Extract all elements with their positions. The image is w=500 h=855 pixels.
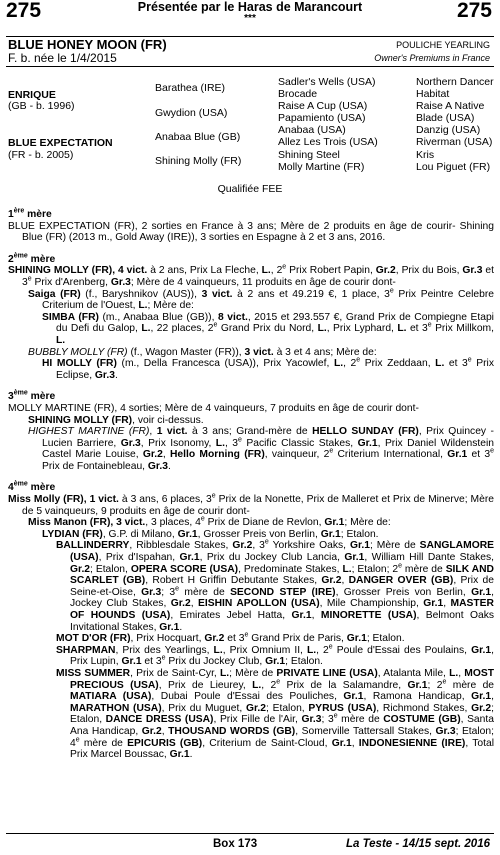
gen3-3: Raise A Cup (USA) [278,100,368,112]
pedigree-paragraph: SHARPMAN, Prix des Yearlings, L., Prix Omnium II, L., 2e Poule d'Essai des Poulains, Gr.1, Prix Lupin, Gr.1 et 3e Prix du Jockey Club, Gr.1; Etalon. [56,643,494,668]
pedigree-paragraph: Miss Molly (FR), 1 vict. à 3 ans, 6 places, 3e Prix de la Nonette, Prix de Malleret et Prix de Minerve; Mère de 5 vainqueurs, 9 produits en âge de courir dont- [8,492,494,517]
section-title: 2ème mère [8,252,56,265]
pedigree-paragraph: MISS SUMMER, Prix de Saint-Cyr, L.; Mère de PRIVATE LINE (USA), Atalanta Mile, L., MOST PRECIOUS (USA), Prix de Lieurey, L., 2e Prix de la Salamandre, Gr.1; 2e mère de MATIARA (USA), Dubai Poule d'Essai des Pouliches, Gr.1, Ramona Handicap, Gr.1, MARATHON (USA), Prix du Muguet, Gr.2; Etalon, PYRUS (USA), Richmond Stakes, Gr.2; Etalon, DANCE DRESS (USA), Prix Fille de l'Air, Gr.3; 3e mère de COSTUME (GB), Santa Ana Handicap, Gr.2, THOUSAND WORDS (GB), Somerville Tattersall Stakes, Gr.3; Etalon; 4e mère de EPICURIS (GB), Criterium de Saint-Cloud, Gr.1, INDONESIENNE (IRE), Total Prix Marcel Boussac, Gr.1. [56,667,495,761]
gen4-1: Northern Dancer [416,76,494,88]
pedigree-paragraph: BALLINDERRY, Ribblesdale Stakes, Gr.2, 3e Yorkshire Oaks, Gr.1; Mère de SANGLAMORE (USA), Prix d'Ispahan, Gr.1, Prix du Jockey Club Lancia, Gr.1, William Hill Dante Stakes, Gr.2; Etalon, OPERA SCORE (USA), Predominate Stakes, L.; Etalon; 2e mère de SILK AND SCARLET (GB), Robert H Griffin Debutante Stakes, Gr.2, DANGER OVER (GB), Prix de Seine-et-Oise, Gr.3; 3e mère de SECOND STEP (IRE), Grosser Preis von Berlin, Gr.1, Jockey Club Stakes, Gr.2, EISHIN APOLLON (USA), Mile Championship, Gr.1, MASTER OF HOUNDS (USA), Emirates Jebel Hatta, Gr.1, MINORETTE (USA), Belmont Oaks Invitational Stakes, Gr.1. [56,539,495,633]
pedigree-paragraph: Miss Manon (FR), 3 vict., 3 places, 4e Prix de Diane de Revlon, Gr.1; Mère de: [28,515,391,529]
pedigree-paragraph: LYDIAN (FR), G.P. di Milano, Gr.1, Grosser Preis von Berlin, Gr.1; Etalon. [42,528,379,540]
gen4-5: Danzig (USA) [416,124,481,136]
section-title: 3ème mère [8,389,56,403]
gen4-7: Kris [416,149,435,161]
pedigree-paragraph: BLUE EXPECTATION (FR), 2 sorties en France à 3 ans; Mère de 2 produits en âge de courir- Shining Blue (FR) (2013 m., Gold Away (IRE)), 3 sorties en Espagne à 2 et 3 ans, 2016. [8,220,494,244]
dam-name: BLUE EXPECTATION [8,137,113,149]
gen3-4: Papamiento (USA) [278,112,366,124]
gen2-4: Shining Molly (FR) [155,155,242,167]
section-title: 1ère mère [8,207,52,220]
produce-record [8,209,494,761]
gen4-2: Habitat [416,88,450,100]
dam-info: (FR - b. 2005) [8,149,74,161]
pedigree-paragraph: MOT D'OR (FR), Prix Hocquart, Gr.2 et 3e Grand Prix de Paris, Gr.1; Etalon. [56,631,405,645]
horse-name: BLUE HONEY MOON (FR) [8,37,167,52]
gen2-3: Anabaa Blue (GB) [155,131,241,143]
gen4-3: Raise A Native [416,100,485,112]
pedigree-paragraph: MOLLY MARTINE (FR), 4 sorties; Mère de 4 vainqueurs, 7 produits en âge de courir dont- [8,402,419,414]
pedigree-paragraph: Saiga (FR) (f., Baryshnikov (AUS)), 3 vict. à 2 ans et 49.219 €, 1 place, 3e Prix Peintre Celebre Criterium de l'Ouest, L.; Mère de: [28,287,495,312]
pedigree-paragraph: HI MOLLY (FR) (m., Della Francesca (USA)), Prix Yacowlef, L., 2e Prix Zeddaan, L. et 3e Prix Eclipse, Gr.3. [42,356,494,381]
gen3-2: Brocade [278,88,318,100]
owners-premium-label: Owner's Premiums in France [374,53,490,63]
gen4-4: Blade (USA) [416,112,475,124]
lot-number-left: 275 [6,0,42,22]
gen3-1: Sadler's Wells (USA) [278,76,376,88]
gen3-6: Allez Les Trois (USA) [278,136,378,148]
gen3-7: Shining Steel [278,149,340,161]
gen3-5: Anabaa (USA) [278,124,346,136]
pedigree-paragraph: BUBBLY MOLLY (FR) (f., Wagon Master (FR)), 3 vict. à 3 et 4 ans; Mère de: [28,346,377,358]
pedigree-paragraph: SHINING MOLLY (FR), 4 vict. à 2 ans, Prix La Fleche, L., 2e Prix Robert Papin, Gr.2, Prix du Bois, Gr.3 et 3e Prix d'Arenberg, Gr.3; Mère de 4 vainqueurs, 11 produits en âge de courir dont- [8,263,494,288]
presenter-line: Présentée par le Haras de Marancourt [137,0,363,14]
pedigree-top-rule [6,66,494,67]
gen3-8: Molly Martine (FR) [278,161,365,173]
section-title: 4ème mère [8,481,56,494]
gen4-8: Lou Piguet (FR) [416,161,491,173]
horse-description: F. b. née le 1/4/2015 [8,51,117,65]
footer-rule [6,833,494,834]
sale-name-date: La Teste - 14/15 sept. 2016 [345,838,490,850]
pedigree-paragraph: SIMBA (FR) (m., Anabaa Blue (GB)), 8 vict., 2015 et 293.557 €, Grand Prix de Compiegne Etapi du Defi du Galop, L., 22 places, 2e Grand Prix du Nord, L., Prix Lyphard, L. et 3e Prix Millkom, L. [42,311,494,346]
pedigree-paragraph: HIGHEST MARTINE (FR), 1 vict. à 3 ans; Grand-mère de HELLO SUNDAY (FR), Prix Quincey - Lucien Barriere, Gr.3, Prix Isonomy, L., 3e Pacific Classic Stakes, Gr.1, Prix Daniel Wildenstein Castel Marie Louise, Gr.2, Hello Morning (FR), vainqueur, 2e Criterium International, Gr.1 et 3e Prix de Fontainebleau, Gr.3. [28,426,495,472]
gen2-1: Barathea (IRE) [155,82,226,94]
gen4-6: Riverman (USA) [416,136,493,148]
box-number: Box 173 [213,838,258,850]
sire-name: ENRIQUE [8,89,56,101]
gen2-2: Gwydion (USA) [155,107,228,119]
pedigree-paragraph: SHINING MOLLY (FR), voir ci-dessus. [28,414,204,426]
sex-age-label: POULICHE YEARLING [396,40,490,50]
qualification-note: Qualifiée FEE [217,183,283,195]
sire-info: (GB - b. 1996) [8,100,75,112]
lot-number-right: 275 [456,0,492,22]
stars-line: *** [244,13,256,24]
